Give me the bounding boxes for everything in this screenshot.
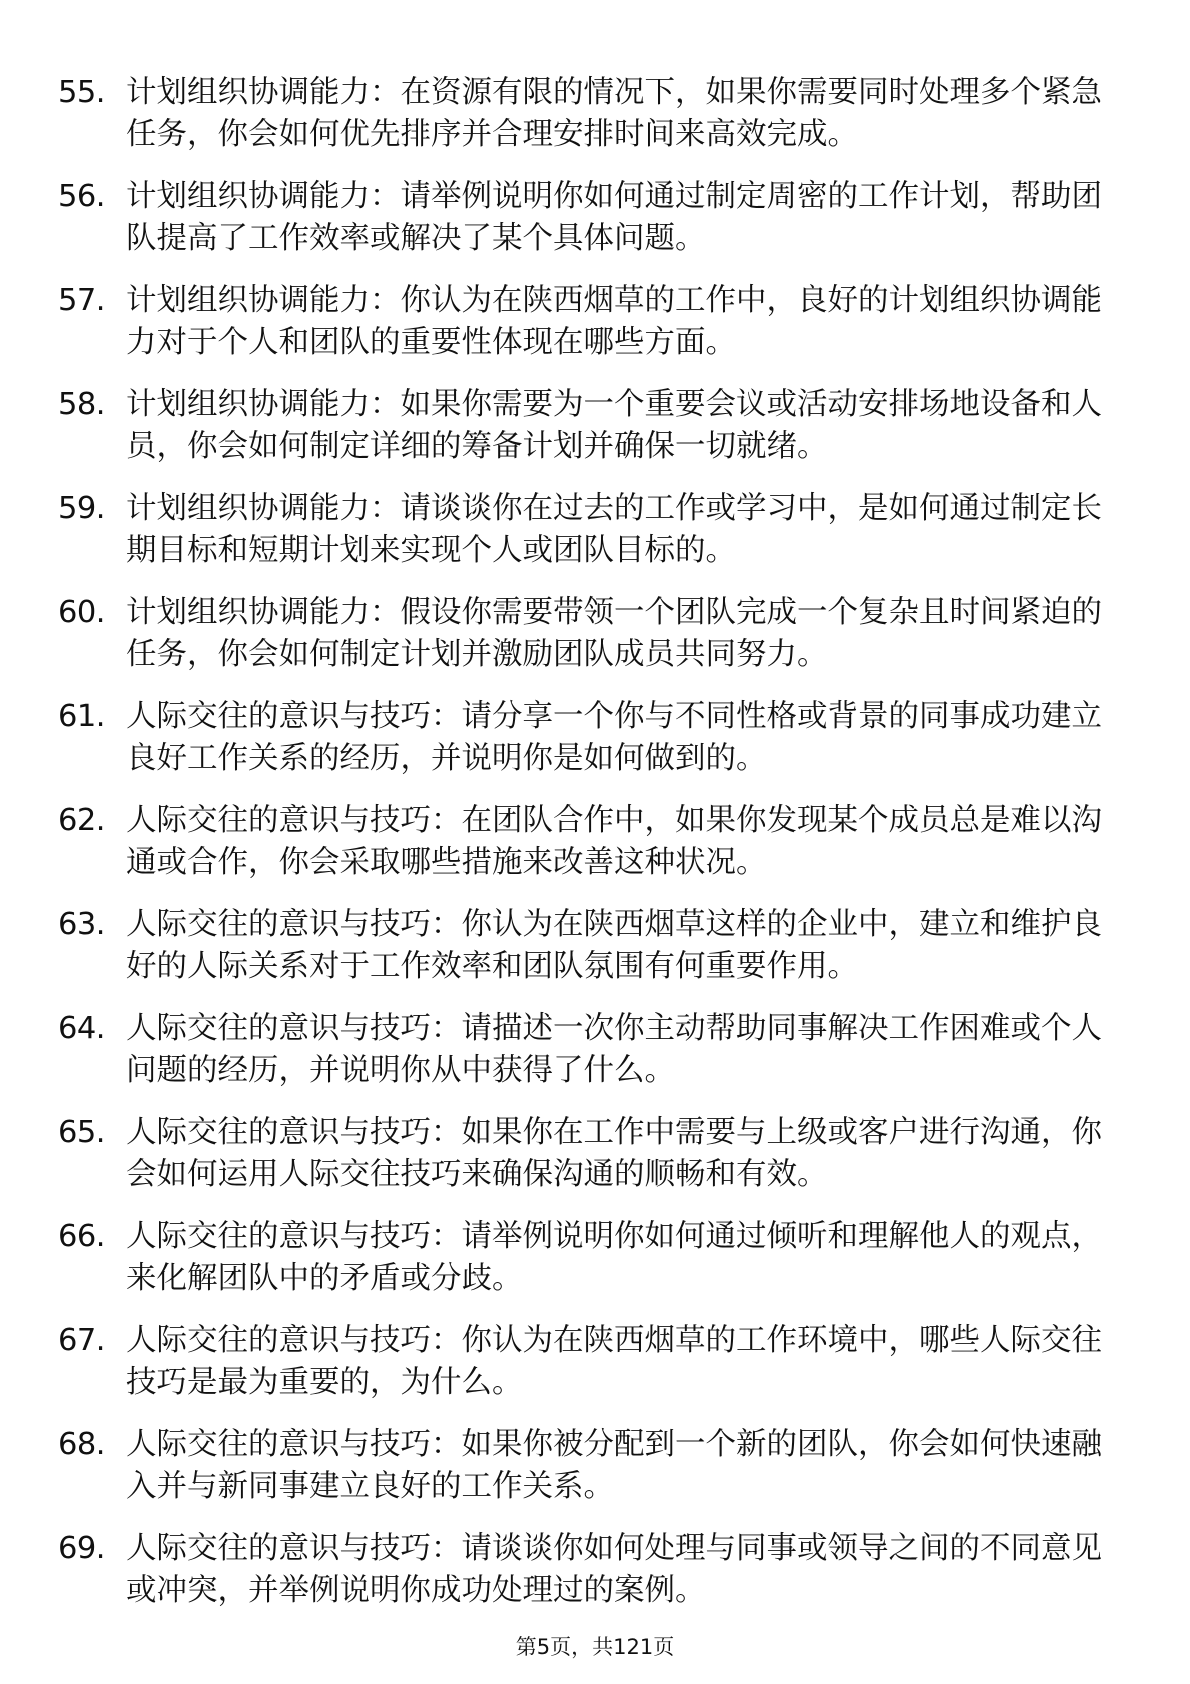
question-number: 65. <box>58 1115 106 1150</box>
question-number: 58. <box>58 387 106 422</box>
question-item <box>58 1528 1118 1632</box>
question-item <box>58 488 1118 592</box>
question-number: 63. <box>58 907 106 942</box>
question-number: 60. <box>58 595 106 630</box>
question-number: 66. <box>58 1219 106 1254</box>
question-text: 人际交往的意识与技巧：在团队合作中，如果你发现某个成员总是难以沟通或合作，你会采取哪些措施来改善这种状况。 <box>126 803 1102 880</box>
question-item <box>58 592 1118 696</box>
question-number: 62. <box>58 803 106 838</box>
question-number: 69. <box>58 1531 106 1566</box>
question-text: 人际交往的意识与技巧：请谈谈你如何处理与同事或领导之间的不同意见或冲突，并举例说明你成功处理过的案例。 <box>126 1531 1102 1608</box>
question-number: 67. <box>58 1323 106 1358</box>
question-item <box>58 1112 1118 1216</box>
question-text: 计划组织协调能力：假设你需要带领一个团队完成一个复杂且时间紧迫的任务，你会如何制定计划并激励团队成员共同努力。 <box>126 595 1102 672</box>
question-item <box>58 176 1118 280</box>
question-item <box>58 280 1118 384</box>
question-item <box>58 800 1118 904</box>
question-number: 64. <box>58 1011 106 1046</box>
question-text: 计划组织协调能力：请举例说明你如何通过制定周密的工作计划，帮助团队提高了工作效率或解决了某个具体问题。 <box>126 179 1102 256</box>
question-number: 57. <box>58 283 106 318</box>
question-text: 人际交往的意识与技巧：请分享一个你与不同性格或背景的同事成功建立良好工作关系的经历，并说明你是如何做到的。 <box>126 699 1102 776</box>
question-item <box>58 904 1118 1008</box>
question-text: 人际交往的意识与技巧：如果你在工作中需要与上级或客户进行沟通，你会如何运用人际交往技巧来确保沟通的顺畅和有效。 <box>126 1115 1102 1192</box>
question-item <box>58 1320 1118 1424</box>
question-item <box>58 384 1118 488</box>
question-item <box>58 72 1118 176</box>
question-text: 计划组织协调能力：请谈谈你在过去的工作或学习中，是如何通过制定长期目标和短期计划来实现个人或团队目标的。 <box>126 491 1102 568</box>
question-number: 56. <box>58 179 106 214</box>
question-number: 59. <box>58 491 106 526</box>
question-item <box>58 1216 1118 1320</box>
question-number: 61. <box>58 699 106 734</box>
question-number: 68. <box>58 1427 106 1462</box>
question-text: 计划组织协调能力：在资源有限的情况下，如果你需要同时处理多个紧急任务，你会如何优先排序并合理安排时间来高效完成。 <box>126 75 1102 152</box>
page-indicator: 第5页，共121页 <box>515 1635 675 1659</box>
question-item <box>58 696 1118 800</box>
question-text: 人际交往的意识与技巧：你认为在陕西烟草这样的企业中，建立和维护良好的人际关系对于工作效率和团队氛围有何重要作用。 <box>126 907 1102 984</box>
question-text: 计划组织协调能力：你认为在陕西烟草的工作中，良好的计划组织协调能力对于个人和团队的重要性体现在哪些方面。 <box>126 283 1102 360</box>
question-text: 人际交往的意识与技巧：如果你被分配到一个新的团队，你会如何快速融入并与新同事建立良好的工作关系。 <box>126 1427 1102 1504</box>
question-text: 计划组织协调能力：如果你需要为一个重要会议或活动安排场地设备和人员，你会如何制定详细的筹备计划并确保一切就绪。 <box>126 387 1102 464</box>
question-text: 人际交往的意识与技巧：请描述一次你主动帮助同事解决工作困难或个人问题的经历，并说明你从中获得了什么。 <box>126 1011 1102 1088</box>
page-footer <box>0 1632 1190 1662</box>
question-number: 55. <box>58 75 106 110</box>
question-text: 人际交往的意识与技巧：请举例说明你如何通过倾听和理解他人的观点，来化解团队中的矛盾或分歧。 <box>126 1219 1102 1296</box>
question-list <box>58 72 1118 1632</box>
question-text: 人际交往的意识与技巧：你认为在陕西烟草的工作环境中，哪些人际交往技巧是最为重要的，为什么。 <box>126 1323 1102 1400</box>
question-item <box>58 1424 1118 1528</box>
question-item <box>58 1008 1118 1112</box>
